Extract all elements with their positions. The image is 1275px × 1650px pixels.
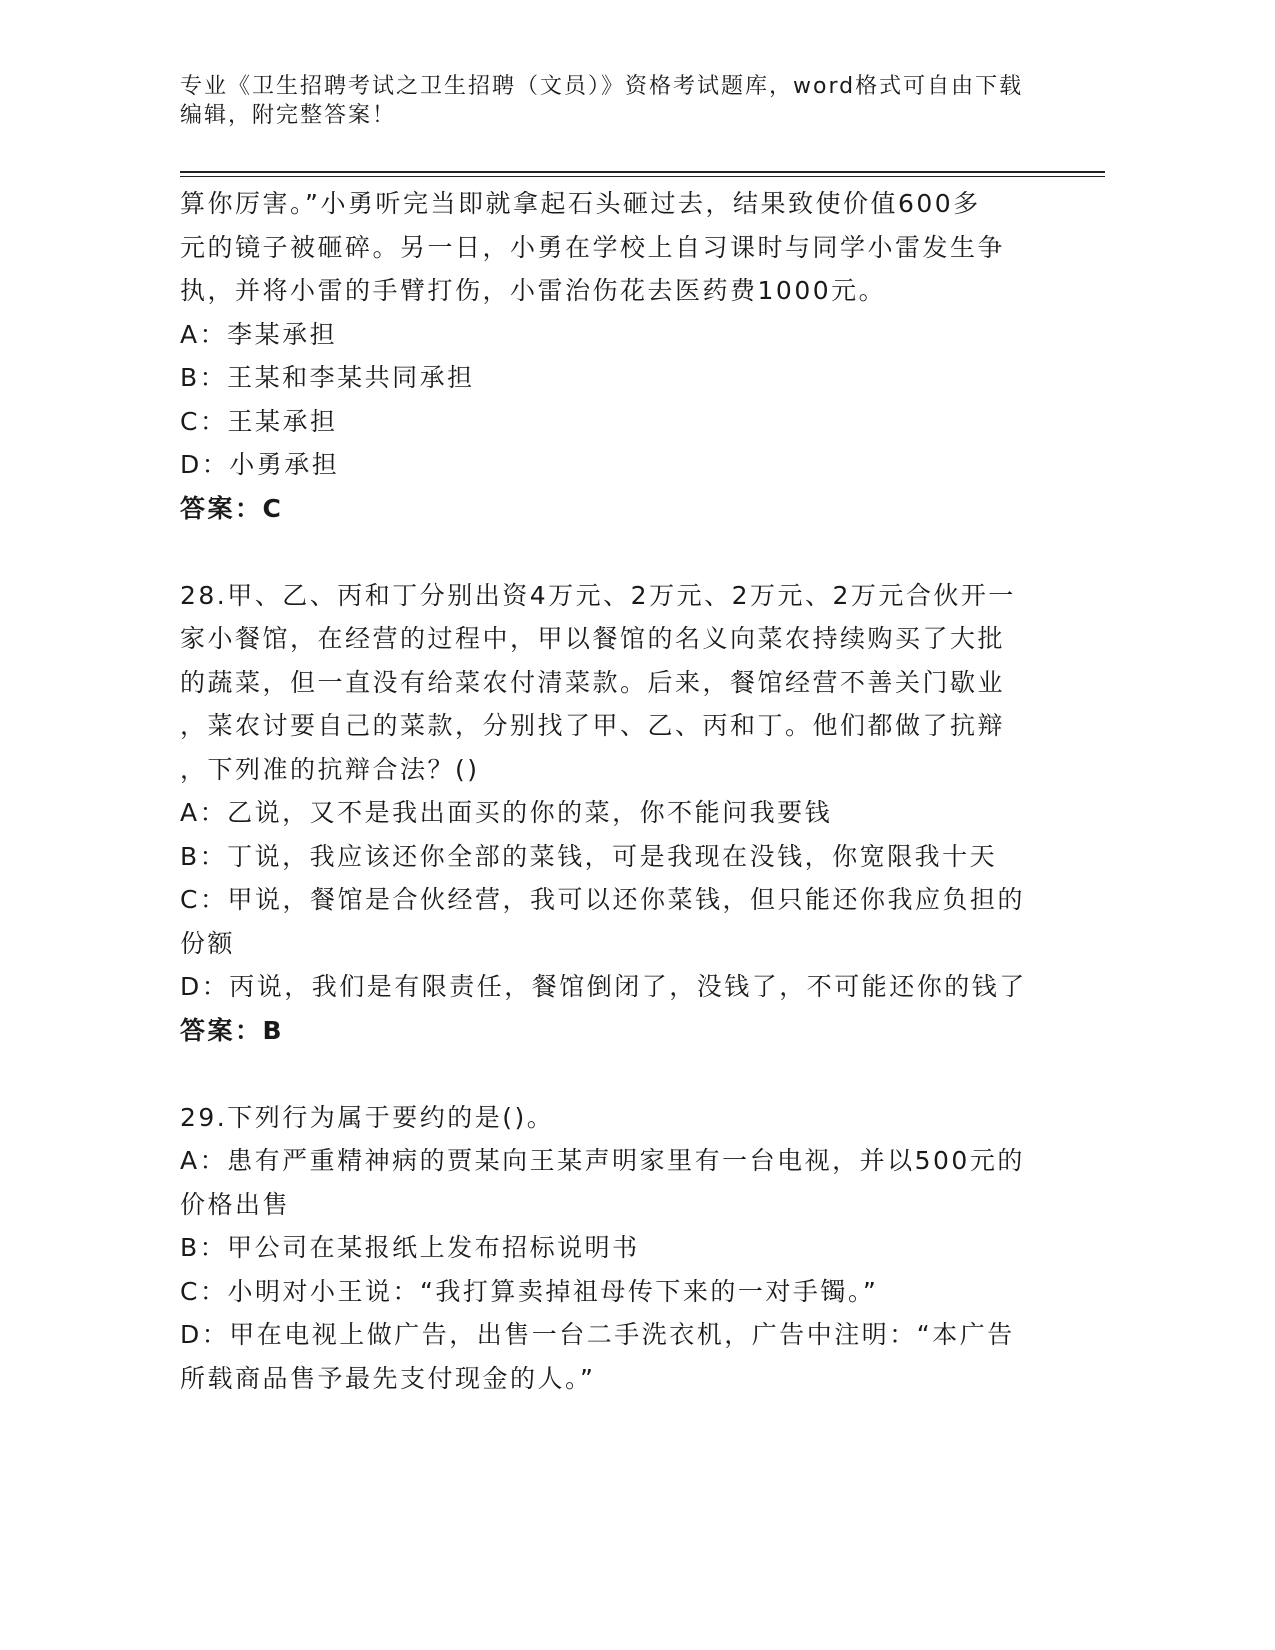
option-c-continued: 份额	[180, 928, 236, 958]
question-28	[180, 574, 1060, 1053]
answer-label: 答案：B	[180, 1015, 285, 1045]
option-b: B：丁说，我应该还你全部的菜钱，可是我现在没钱，你宽限我十天	[180, 841, 998, 871]
question-text-line: ，下列准的抗辩合法？()	[180, 754, 480, 784]
header-divider-thick	[180, 171, 1105, 173]
option-a-continued: 价格出售	[180, 1189, 291, 1219]
question-text-line: ，菜农讨要自己的菜款，分别找了甲、乙、丙和丁。他们都做了抗辩	[180, 711, 1006, 740]
option-c: C：小明对小王说：“我打算卖掉祖母传下来的一对手镯。”	[180, 1276, 879, 1306]
option-d: D：甲在电视上做广告，出售一台二手洗衣机，广告中注明：“本广告	[180, 1320, 1015, 1349]
question-29	[180, 1096, 1060, 1401]
option-b: B：王某和李某共同承担	[180, 363, 475, 392]
option-a: A：乙说，又不是我出面买的你的菜，你不能问我要钱	[180, 798, 833, 827]
option-c: C：甲说，餐馆是合伙经营，我可以还你菜钱，但只能还你我应负担的	[180, 885, 1025, 914]
header-divider-thin	[180, 176, 1105, 177]
document-body	[180, 182, 1060, 1400]
question-text-line: 元的镜子被砸碎。另一日，小勇在学校上自习课时与同学小雷发生争	[180, 232, 1006, 262]
option-d-continued: 所载商品售予最先支付现金的人。”	[180, 1363, 596, 1393]
question-text-line: 算你厉害。”小勇听完当即就拿起石头砸过去，结果致使价值600多	[180, 189, 981, 218]
question-text-line: 的蔬菜，但一直没有给菜农付清菜款。后来，餐馆经营不善关门歇业	[180, 667, 1006, 697]
option-c: C：王某承担	[180, 406, 338, 436]
question-text-line: 家小餐馆，在经营的过程中，甲以餐馆的名义向菜农持续购买了大批	[180, 624, 1006, 653]
answer-label: 答案：C	[180, 493, 284, 523]
option-b: B：甲公司在某报纸上发布招标说明书	[180, 1233, 640, 1262]
header-line-1: 专业《卫生招聘考试之卫生招聘（文员）》资格考试题库，word格式可自由下载	[180, 74, 1024, 99]
question-27	[180, 182, 1060, 530]
document-header	[180, 72, 1040, 130]
option-a: A：李某承担	[180, 319, 338, 349]
question-text-line: 29.下列行为属于要约的是()。	[180, 1102, 555, 1132]
option-d: D：小勇承担	[180, 450, 340, 479]
question-text-line: 执，并将小雷的手臂打伤，小雷治伤花去医药费1000元。	[180, 276, 887, 305]
spacer	[180, 1052, 1060, 1096]
option-a: A：患有严重精神病的贾某向王某声明家里有一台电视，并以500元的	[180, 1146, 1025, 1175]
header-line-2: 编辑，附完整答案！	[180, 103, 397, 128]
question-text-line: 28.甲、乙、丙和丁分别出资4万元、2万元、2万元、2万元合伙开一	[180, 580, 1016, 610]
spacer	[180, 530, 1060, 574]
option-d: D：丙说，我们是有限责任，餐馆倒闭了，没钱了，不可能还你的钱了	[180, 972, 1027, 1001]
